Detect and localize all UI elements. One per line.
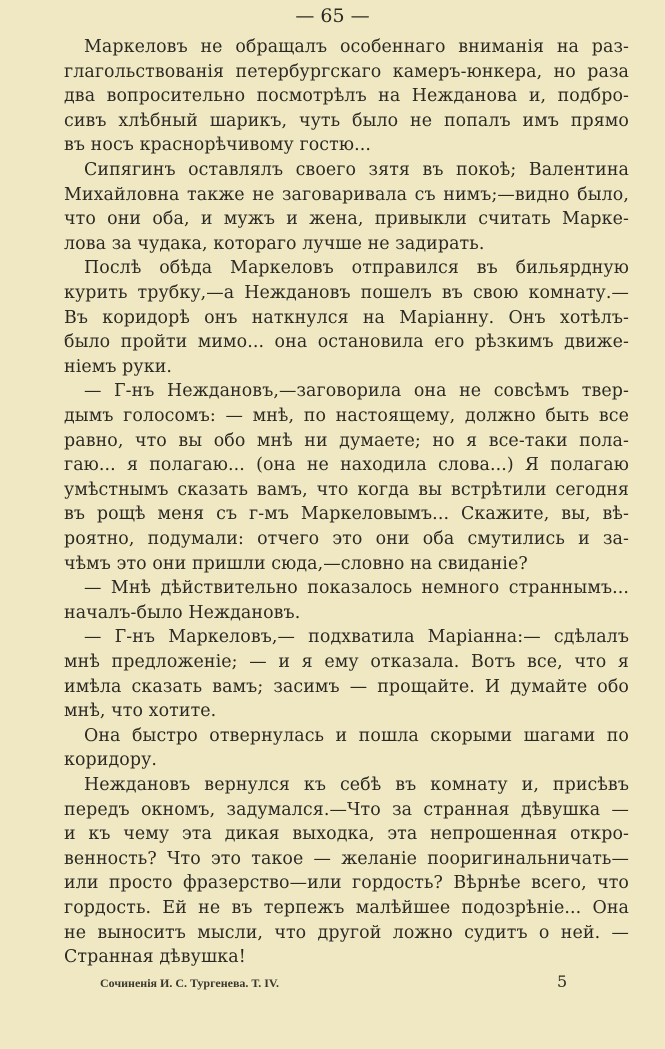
text-line: умѣстнымъ сказать вамъ, что когда вы встрѣтили сегодня — [64, 479, 629, 500]
text-line: началъ-было Неждановъ. — [64, 602, 301, 623]
text-line: въ рощѣ меня съ г-мъ Маркеловымъ... Скажите, вы, вѣ- — [64, 504, 629, 525]
text-line: въ носъ краснорѣчивому гостю... — [64, 135, 371, 156]
text-line: Въ коридорѣ онъ наткнулся на Маріанну. Онъ хотѣлъ- — [64, 307, 629, 328]
text-line: дымъ голосомъ: — мнѣ, по настоящему, должно быть все — [64, 406, 629, 426]
text-line: коридору. — [64, 750, 158, 771]
text-line: — Г-нъ Маркеловъ,— подхватила Маріанна:— сдѣлалъ — [84, 627, 629, 648]
text-line: — Г-нъ Неждановъ,—заговорила она не совсѣмъ твер- — [84, 381, 629, 402]
text-line: Михайловна также не заговаривала съ нимъ;—видно было, — [64, 184, 629, 205]
text-line: гордость. Ей не въ терпежъ малѣйшее подозрѣніе... Она — [64, 898, 629, 918]
text-line: мнѣ предложеніе; — и я ему отказала. Вотъ все, что я — [64, 652, 629, 672]
text-line: имѣла сказать вамъ; засимъ — прощайте. И думайте обо — [64, 676, 629, 697]
text-line: и къ чему эта дикая выходка, эта непрошенная откро- — [64, 824, 629, 845]
text-line: роятно, подумали: отчего это они оба смутились и за- — [64, 529, 629, 549]
text-line: Послѣ обѣда Маркеловъ отправился въ бильярдную — [84, 258, 629, 279]
text-line: гаю... я полагаю... (она не находила слова...) Я полагаю — [64, 455, 629, 476]
text-line: венность? Что это такое — желаніе пооригинальничать— — [64, 848, 629, 869]
text-line: лова за чудака, котораго лучше не задирать. — [64, 233, 485, 254]
text-line: Сипягинъ оставлялъ своего зятя въ покоѣ; Валентина — [84, 160, 629, 180]
text-line: ніемъ руки. — [64, 356, 173, 377]
text-line: передъ окномъ, задумался.—Что за странная дѣвушка — — [64, 799, 629, 820]
text-line: чѣмъ это они пришли сюда,—словно на свиданіе? — [64, 553, 528, 574]
text-line: не выноситъ мысли, что другой ложно судитъ о ней. — — [64, 922, 629, 943]
text-line: Она быстро отвернулась и пошла скорыми шагами по — [84, 725, 629, 746]
page-number: — 65 — — [295, 5, 370, 27]
signature-mark: 5 — [557, 972, 568, 991]
text-line: Маркеловъ не обращалъ особеннаго вниманія на раз- — [84, 37, 629, 57]
text-line: — Мнѣ дѣйствительно показалось немного страннымъ... — [84, 578, 629, 599]
text-line: глагольствованія петербургскаго камеръ-юнкера, но раза — [64, 61, 629, 82]
text-line: что они оба, и мужъ и жена, привыкли считать Марке- — [64, 209, 629, 230]
text-line: два вопросительно посмотрѣлъ на Нежданова и, подбро- — [64, 86, 629, 107]
footer-title: Сочиненія И. С. Тургенева. Т. IV. — [100, 976, 280, 990]
text-line: сивъ хлѣбный шарикъ, чуть было не попалъ имъ прямо — [64, 110, 629, 131]
text-line: Странная дѣвушка! — [64, 947, 246, 968]
text-line: или просто фразерство—или гордость? Вѣрнѣе всего, что — [64, 873, 629, 894]
text-line: равно, что вы обо мнѣ ни думаете; но я все-таки пола- — [64, 430, 629, 451]
text-line: мнѣ, что хотите. — [64, 701, 217, 722]
text-line: курить трубку,—а Неждановъ пошелъ въ свою комнату.— — [64, 283, 629, 303]
text-line: Неждановъ вернулся къ себѣ въ комнату и, присѣвъ — [84, 775, 629, 795]
text-line: было пройти мимо... она остановила его рѣзкимъ движе- — [64, 332, 629, 353]
